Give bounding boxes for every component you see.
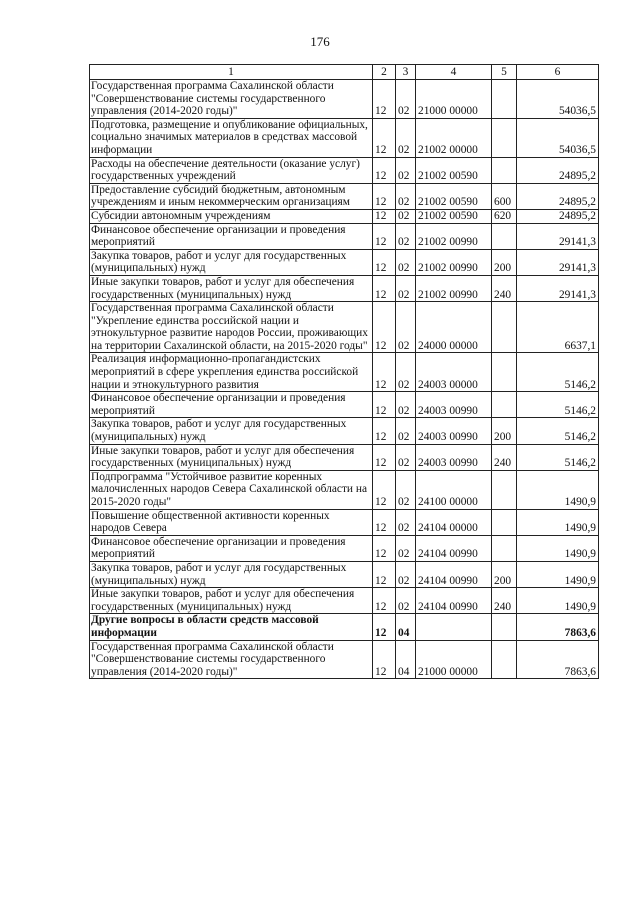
row-expense-type bbox=[492, 470, 517, 509]
row-section: 12 bbox=[373, 561, 396, 587]
row-section: 12 bbox=[373, 353, 396, 392]
row-subsection: 02 bbox=[396, 223, 416, 249]
budget-table bbox=[89, 64, 599, 679]
row-expense-type: 600 bbox=[492, 183, 517, 209]
table-row bbox=[90, 353, 599, 392]
row-section: 12 bbox=[373, 640, 396, 679]
row-name: Подготовка, размещение и опубликование официальных, социально значимых материалов в средствах массовой информации bbox=[90, 118, 373, 157]
row-subsection: 02 bbox=[396, 470, 416, 509]
column-header: 5 bbox=[492, 65, 517, 80]
table-row bbox=[90, 118, 599, 157]
row-section: 12 bbox=[373, 470, 396, 509]
row-subsection: 04 bbox=[396, 614, 416, 640]
row-section: 12 bbox=[373, 209, 396, 223]
row-expense-type: 240 bbox=[492, 588, 517, 614]
row-name: Государственная программа Сахалинской области "Совершенствование системы государственного управления (2014-2020 годы)" bbox=[90, 640, 373, 679]
row-subsection: 02 bbox=[396, 353, 416, 392]
row-amount: 1490,9 bbox=[517, 588, 599, 614]
row-target-code: 21002 00000 bbox=[416, 118, 492, 157]
row-expense-type bbox=[492, 640, 517, 679]
row-section: 12 bbox=[373, 183, 396, 209]
row-target-code: 21000 00000 bbox=[416, 640, 492, 679]
row-subsection: 02 bbox=[396, 392, 416, 418]
table-row bbox=[90, 535, 599, 561]
row-section: 12 bbox=[373, 223, 396, 249]
row-section: 12 bbox=[373, 275, 396, 301]
row-target-code: 21002 00590 bbox=[416, 157, 492, 183]
row-target-code: 24100 00000 bbox=[416, 470, 492, 509]
row-name: Другие вопросы в области средств массовой информации bbox=[90, 614, 373, 640]
row-target-code: 21002 00990 bbox=[416, 275, 492, 301]
row-target-code: 24003 00000 bbox=[416, 353, 492, 392]
table-row bbox=[90, 614, 599, 640]
row-section: 12 bbox=[373, 588, 396, 614]
row-target-code: 24104 00990 bbox=[416, 535, 492, 561]
column-header: 3 bbox=[396, 65, 416, 80]
row-subsection: 02 bbox=[396, 509, 416, 535]
table-row bbox=[90, 209, 599, 223]
row-name: Государственная программа Сахалинской области "Совершенствование системы государственного управления (2014-2020 годы)" bbox=[90, 80, 373, 119]
table-row bbox=[90, 561, 599, 587]
row-expense-type: 200 bbox=[492, 418, 517, 444]
row-amount: 54036,5 bbox=[517, 80, 599, 119]
row-amount: 5146,2 bbox=[517, 418, 599, 444]
row-expense-type bbox=[492, 118, 517, 157]
row-expense-type: 240 bbox=[492, 275, 517, 301]
row-name: Иные закупки товаров, работ и услуг для обеспечения государственных (муниципальных) нужд bbox=[90, 588, 373, 614]
table-row bbox=[90, 157, 599, 183]
table-row bbox=[90, 444, 599, 470]
row-subsection: 02 bbox=[396, 118, 416, 157]
row-name: Подпрограмма "Устойчивое развитие коренных малочисленных народов Севера Сахалинской области на 2015-2020 годы" bbox=[90, 470, 373, 509]
row-expense-type bbox=[492, 302, 517, 353]
row-section: 12 bbox=[373, 302, 396, 353]
row-name: Государственная программа Сахалинской области "Укрепление единства российской нации и этнокультурное развитие народов России, проживающих на территории Сахалинской области, на 2015-2020 годы" bbox=[90, 302, 373, 353]
row-target-code: 24003 00990 bbox=[416, 392, 492, 418]
row-name: Закупка товаров, работ и услуг для государственных (муниципальных) нужд bbox=[90, 561, 373, 587]
row-expense-type: 200 bbox=[492, 249, 517, 275]
row-target-code: 21002 00990 bbox=[416, 249, 492, 275]
table-row bbox=[90, 275, 599, 301]
table-row bbox=[90, 509, 599, 535]
row-target-code: 21002 00990 bbox=[416, 223, 492, 249]
row-amount: 1490,9 bbox=[517, 509, 599, 535]
row-section: 12 bbox=[373, 392, 396, 418]
row-target-code: 24003 00990 bbox=[416, 444, 492, 470]
table-row bbox=[90, 640, 599, 679]
row-amount: 5146,2 bbox=[517, 353, 599, 392]
table-header-row bbox=[90, 65, 599, 80]
row-name: Финансовое обеспечение организации и проведения мероприятий bbox=[90, 535, 373, 561]
table-row bbox=[90, 470, 599, 509]
table-row bbox=[90, 80, 599, 119]
row-subsection: 02 bbox=[396, 157, 416, 183]
row-amount: 7863,6 bbox=[517, 640, 599, 679]
row-amount: 29141,3 bbox=[517, 275, 599, 301]
row-amount: 24895,2 bbox=[517, 157, 599, 183]
row-expense-type bbox=[492, 535, 517, 561]
row-name: Повышение общественной активности коренных народов Севера bbox=[90, 509, 373, 535]
table-row bbox=[90, 392, 599, 418]
row-target-code: 24000 00000 bbox=[416, 302, 492, 353]
row-amount: 54036,5 bbox=[517, 118, 599, 157]
row-expense-type bbox=[492, 509, 517, 535]
row-section: 12 bbox=[373, 614, 396, 640]
row-amount: 5146,2 bbox=[517, 444, 599, 470]
row-name: Закупка товаров, работ и услуг для государственных (муниципальных) нужд bbox=[90, 418, 373, 444]
row-section: 12 bbox=[373, 418, 396, 444]
row-target-code: 21002 00590 bbox=[416, 183, 492, 209]
row-subsection: 02 bbox=[396, 80, 416, 119]
row-amount: 29141,3 bbox=[517, 223, 599, 249]
column-header: 6 bbox=[517, 65, 599, 80]
row-section: 12 bbox=[373, 249, 396, 275]
row-section: 12 bbox=[373, 509, 396, 535]
row-subsection: 02 bbox=[396, 183, 416, 209]
row-target-code bbox=[416, 614, 492, 640]
row-expense-type bbox=[492, 80, 517, 119]
row-name: Иные закупки товаров, работ и услуг для обеспечения государственных (муниципальных) нужд bbox=[90, 275, 373, 301]
row-subsection: 02 bbox=[396, 249, 416, 275]
row-target-code: 24104 00000 bbox=[416, 509, 492, 535]
row-name: Иные закупки товаров, работ и услуг для обеспечения государственных (муниципальных) нужд bbox=[90, 444, 373, 470]
row-expense-type bbox=[492, 223, 517, 249]
row-target-code: 24104 00990 bbox=[416, 588, 492, 614]
row-target-code: 24104 00990 bbox=[416, 561, 492, 587]
row-name: Субсидии автономным учреждениям bbox=[90, 209, 373, 223]
row-expense-type bbox=[492, 614, 517, 640]
row-name: Реализация информационно-пропагандистских мероприятий в сфере укрепления единства российской нации и этнокультурного развития bbox=[90, 353, 373, 392]
column-header: 2 bbox=[373, 65, 396, 80]
row-expense-type bbox=[492, 392, 517, 418]
row-expense-type bbox=[492, 157, 517, 183]
row-name: Финансовое обеспечение организации и проведения мероприятий bbox=[90, 392, 373, 418]
row-amount: 1490,9 bbox=[517, 535, 599, 561]
row-name: Закупка товаров, работ и услуг для государственных (муниципальных) нужд bbox=[90, 249, 373, 275]
page-number: 176 bbox=[310, 34, 330, 49]
row-amount: 24895,2 bbox=[517, 183, 599, 209]
row-target-code: 24003 00990 bbox=[416, 418, 492, 444]
row-expense-type: 620 bbox=[492, 209, 517, 223]
row-subsection: 04 bbox=[396, 640, 416, 679]
table-row bbox=[90, 588, 599, 614]
column-header: 1 bbox=[90, 65, 373, 80]
row-section: 12 bbox=[373, 157, 396, 183]
row-name: Предоставление субсидий бюджетным, автономным учреждениям и иным некоммерческим организациям bbox=[90, 183, 373, 209]
row-amount: 1490,9 bbox=[517, 561, 599, 587]
row-target-code: 21002 00590 bbox=[416, 209, 492, 223]
row-subsection: 02 bbox=[396, 275, 416, 301]
row-subsection: 02 bbox=[396, 588, 416, 614]
row-amount: 7863,6 bbox=[517, 614, 599, 640]
row-subsection: 02 bbox=[396, 561, 416, 587]
row-amount: 6637,1 bbox=[517, 302, 599, 353]
table-row bbox=[90, 183, 599, 209]
row-subsection: 02 bbox=[396, 209, 416, 223]
row-subsection: 02 bbox=[396, 302, 416, 353]
row-section: 12 bbox=[373, 80, 396, 119]
row-expense-type: 240 bbox=[492, 444, 517, 470]
table-row bbox=[90, 302, 599, 353]
row-subsection: 02 bbox=[396, 418, 416, 444]
column-header: 4 bbox=[416, 65, 492, 80]
row-section: 12 bbox=[373, 118, 396, 157]
row-amount: 24895,2 bbox=[517, 209, 599, 223]
row-expense-type: 200 bbox=[492, 561, 517, 587]
table-row bbox=[90, 249, 599, 275]
row-amount: 5146,2 bbox=[517, 392, 599, 418]
row-expense-type bbox=[492, 353, 517, 392]
row-amount: 1490,9 bbox=[517, 470, 599, 509]
table-row bbox=[90, 418, 599, 444]
table-row bbox=[90, 223, 599, 249]
row-section: 12 bbox=[373, 535, 396, 561]
row-subsection: 02 bbox=[396, 535, 416, 561]
row-subsection: 02 bbox=[396, 444, 416, 470]
row-name: Расходы на обеспечение деятельности (оказание услуг) государственных учреждений bbox=[90, 157, 373, 183]
row-target-code: 21000 00000 bbox=[416, 80, 492, 119]
row-name: Финансовое обеспечение организации и проведения мероприятий bbox=[90, 223, 373, 249]
row-section: 12 bbox=[373, 444, 396, 470]
row-amount: 29141,3 bbox=[517, 249, 599, 275]
